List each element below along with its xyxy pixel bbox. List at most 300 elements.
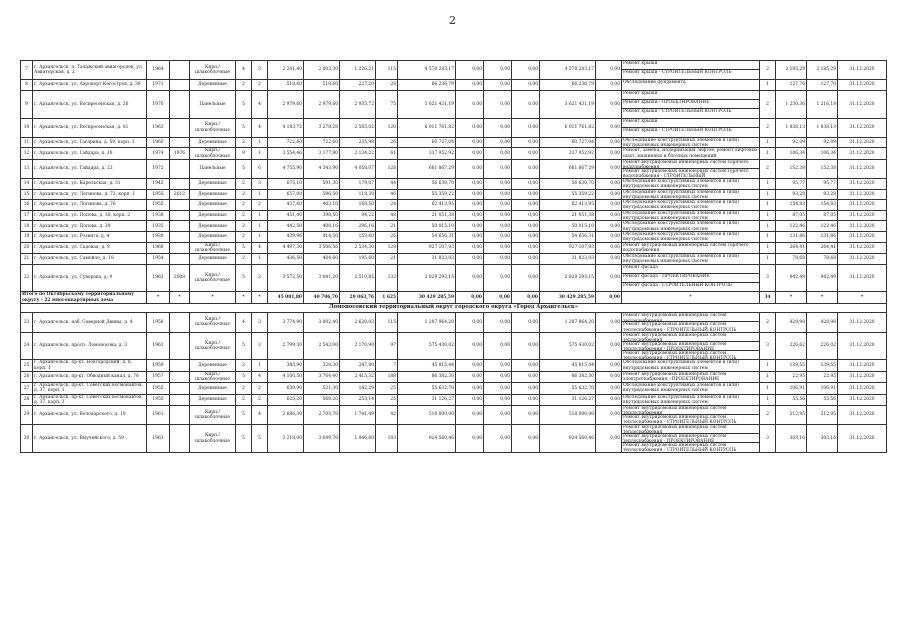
cell-s3: 153,60 [340, 231, 376, 242]
cell-c2: 0,00 [484, 148, 512, 159]
cell-fl: 4 [236, 61, 252, 80]
cell-c1: 0,00 [456, 360, 484, 371]
cell-address: г. Архангельск, ул. Попова, д. 39 [33, 221, 147, 232]
cell-mat: Деревянные [190, 231, 236, 242]
cell-s3: 247,80 [340, 360, 376, 371]
cell-c2: 0,00 [484, 80, 512, 91]
cell-c5: 0,00 [596, 313, 622, 332]
table-row [21, 80, 887, 91]
cell-k: 3 [760, 332, 776, 360]
cell-pers: 61 [376, 148, 398, 159]
table-row [21, 332, 887, 360]
cell-c1: 0,00 [456, 159, 484, 178]
cell-pers: 46 [376, 189, 398, 200]
table-body-october [21, 61, 887, 292]
cell-c1: 0,00 [456, 221, 484, 232]
cell-c4: 60 727,04 [540, 137, 596, 148]
cell-s3: 118,30 [340, 189, 376, 200]
cell-v2: 122,46 [807, 221, 838, 232]
cell-c2: 0,00 [484, 61, 512, 80]
cell-fl: 5 [236, 242, 252, 253]
cell-k: 1 [760, 148, 776, 159]
cell-k: 1 [760, 371, 776, 382]
cell-c1: 0,00 [456, 210, 484, 221]
cell-c5: 0,00 [596, 394, 622, 405]
cell-mat: Кирп./шлакоблочные [190, 61, 236, 80]
cell-s3: 2 534,30 [340, 242, 376, 253]
cell-address: г. Архангельск, ул. Выучейского, д. 59 [33, 425, 147, 453]
cell-fl: 2 [236, 178, 252, 189]
cell-v1: 226,62 [776, 332, 807, 360]
cell-pers: 129 [376, 242, 398, 253]
cell-s2: 596,50 [304, 189, 340, 200]
cell-y2 [170, 118, 190, 137]
table-row [21, 221, 887, 232]
cell-c1: 0,00 [456, 200, 484, 211]
cell-cost: 1 287 964,20 [398, 313, 456, 332]
cell-n: 26 [21, 371, 33, 382]
cell-pers: 48 [376, 210, 398, 221]
cell-works [622, 242, 760, 253]
cell-y1: 1957 [147, 371, 170, 382]
cell-k: 3 [760, 425, 776, 453]
cell-c4: 31 823,03 [540, 253, 596, 264]
cell-c1: 0,00 [456, 425, 484, 453]
cell-k: 2 [760, 90, 776, 118]
cell-v2: 2 185,29 [807, 61, 838, 80]
cell-v1: 87,05 [776, 210, 807, 221]
cell-n: 30 [21, 425, 33, 453]
cell-s2: 398,50 [304, 210, 340, 221]
cell-n: 7 [21, 61, 33, 80]
cell-address: г. Архангельск, ул. Воскресенская, д. 81 [33, 118, 147, 137]
cell-s1: 436,50 [268, 253, 304, 264]
cell-c5: 0,00 [596, 253, 622, 264]
repair-register-table [20, 60, 887, 453]
cell-v2: 1 838,13 [807, 118, 838, 137]
work-item: Ремонт внутридомовых инженерных систем горячего водоснабжения - СТРОИТЕЛЬНЫЙ [622, 168, 759, 177]
cell-s3: 142,29 [340, 383, 376, 394]
cell-address: г. Архангельск, ул. Суворова, д. 9 [33, 264, 147, 292]
cell-c3: 0,00 [512, 383, 540, 394]
cell-fl: 5 [236, 264, 252, 292]
cell-y2 [170, 360, 190, 371]
cell-fl: 5 [236, 332, 252, 360]
cell-fl: 2 [236, 200, 252, 211]
cell-c5: 0,00 [596, 264, 622, 292]
cell-s2: 591,30 [304, 178, 340, 189]
cell-s1: 2 686,30 [268, 405, 304, 424]
cell-s3: 2 170,90 [340, 332, 376, 360]
cell-c4: 927 107,93 [540, 242, 596, 253]
cell-k: 1 [760, 178, 776, 189]
cell-s1: 625,20 [268, 394, 304, 405]
cell-s1: 3 218,00 [268, 425, 304, 453]
table-row [21, 118, 887, 137]
work-item: Обследование конструктивных элементов и (или) внутридомовых инженерных систем [623, 200, 739, 211]
work-item: Ремонт внутридомовых инженерных систем теплоснабжения [623, 405, 727, 417]
cell-y1: 1955 [147, 383, 170, 394]
work-item: Ремонт внутридомовых инженерных систем теплоснабжения [623, 332, 727, 343]
cell-n: 25 [21, 360, 33, 371]
cell-en: 1 [252, 189, 268, 200]
cell-c5: 0,00 [596, 231, 622, 242]
cell-s2: 3 764,40 [304, 371, 340, 382]
cell-en: 4 [252, 242, 268, 253]
cell-c3: 0,00 [512, 221, 540, 232]
cell-address: г. Архангельск, пр-кт. Обводный канал, д. 76 [33, 371, 147, 382]
cell-c4: 510 000,00 [540, 405, 596, 424]
cell-c2: 0,00 [484, 221, 512, 232]
cell-k: 1 [760, 137, 776, 148]
cell-v1: 212,95 [776, 405, 807, 424]
cell-c4: 54 656,31 [540, 231, 596, 242]
cell-s2: 3 278,28 [304, 118, 340, 137]
cell-c1: 0,00 [456, 80, 484, 91]
table-body-lomonosov [21, 313, 887, 453]
cell-works [622, 360, 760, 371]
cell-s1: 2 799,30 [268, 332, 304, 360]
cell-date: 31.12.2020 [838, 80, 887, 91]
cell-s1: 4 497,30 [268, 242, 304, 253]
cell-n: 8 [21, 80, 33, 91]
cell-c1: 0,00 [456, 371, 484, 382]
cell-date: 31.12.2020 [838, 332, 887, 360]
cell-en: 2 [252, 200, 268, 211]
cell-k: 1 [760, 383, 776, 394]
cell-v1: 131,86 [776, 231, 807, 242]
cell-s3: 2 620,03 [340, 313, 376, 332]
table-row [21, 61, 887, 80]
work-item: Обследование конструктивных элементов и (или) внутридомовых инженерных систем [623, 394, 739, 405]
cell-c2: 0,00 [484, 118, 512, 137]
cell-n: 12 [21, 148, 33, 159]
table-row [21, 383, 887, 394]
cell-pers: 44 [376, 178, 398, 189]
cell-pers: 183 [376, 425, 398, 453]
work-item: Ремонт, замена, модернизация лифтов, ремонт лифтовых шахт, машинных и блочных помещений [623, 148, 758, 159]
cell-y1: 1961 [147, 405, 170, 424]
cell-date: 31.12.2020 [838, 210, 887, 221]
cell-en: 6 [252, 159, 268, 178]
cell-works [622, 178, 760, 189]
cell-c3: 0,00 [512, 360, 540, 371]
total-row: Итого по Октябрьскому территориальному округу - 22 многоквартирных дома * * * * * 45 081,80 40 706,70 29 063,76 1 625 30 429 285,59 0,00 0,00 0,00 30 429 285,59 0,00 * 34 * * * [21, 292, 887, 303]
cell-y1: 1964 [147, 61, 170, 80]
cell-s1: 4 100,50 [268, 371, 304, 382]
cell-s2: 2 543,00 [304, 332, 340, 360]
cell-c5: 0,00 [596, 221, 622, 232]
cell-mat: Деревянные [190, 189, 236, 200]
cell-cost: 56 630,70 [398, 178, 456, 189]
cell-y1: 1971 [147, 80, 170, 91]
cell-s3: 168,50 [340, 200, 376, 211]
cell-date: 31.12.2020 [838, 118, 887, 137]
cell-cost: 924 560,46 [398, 425, 456, 453]
cell-c1: 0,00 [456, 90, 484, 118]
cell-pers: 26 [376, 231, 398, 242]
cell-c4: 3 621 431,19 [540, 90, 596, 118]
cell-v2: 106,91 [807, 383, 838, 394]
cell-s1: 442,50 [268, 221, 304, 232]
cell-c3: 0,00 [512, 189, 540, 200]
cell-c5: 0,00 [596, 178, 622, 189]
cell-c1: 0,00 [456, 405, 484, 424]
work-item: Ремонт внутридомовых инженерных систем теплоснабжения - ПРОЕКТИРОВАНИЕ [622, 341, 759, 350]
cell-c5: 0,00 [596, 332, 622, 360]
cell-date: 31.12.2020 [838, 200, 887, 211]
cell-c4: 4 570 283,17 [540, 61, 596, 80]
cell-works [622, 200, 760, 211]
cell-c5: 0,00 [596, 61, 622, 80]
cell-c2: 0,00 [484, 360, 512, 371]
cell-y2 [170, 383, 190, 394]
cell-s3: 2 935,72 [340, 90, 376, 118]
work-item: Ремонт внутридомовых инженерных систем электроснабжения - ПРОЕКТИРОВАНИЕ [623, 371, 727, 382]
cell-c4: 86 382,30 [540, 371, 596, 382]
cell-k: 2 [760, 118, 776, 137]
cell-s1: 657,00 [268, 189, 304, 200]
cell-works [622, 118, 760, 137]
cell-pers: 120 [376, 118, 398, 137]
cell-mat: Деревянные [190, 221, 236, 232]
cell-date: 31.12.2020 [838, 425, 887, 453]
cell-y1: 1955 [147, 189, 170, 200]
cell-v1: 303,16 [776, 425, 807, 453]
cell-cost: 510 000,00 [398, 405, 456, 424]
cell-s1: 439,96 [268, 231, 304, 242]
cell-c2: 0,00 [484, 159, 512, 178]
cell-y2: 2012 [170, 189, 190, 200]
cell-cost: 54 656,31 [398, 231, 456, 242]
cell-works [622, 148, 760, 159]
cell-k: 3 [760, 264, 776, 292]
cell-s3: 4 058,07 [340, 159, 376, 178]
cell-address: г. Архангельск, ул. Попова, д. 38, корп. 2 [33, 210, 147, 221]
cell-en: 4 [252, 90, 268, 118]
cell-v2: 942,49 [807, 264, 838, 292]
cell-c3: 0,00 [512, 313, 540, 332]
cell-k: 1 [760, 189, 776, 200]
cell-en: 3 [252, 178, 268, 189]
cell-en: 1 [252, 253, 268, 264]
cell-c2: 0,00 [484, 332, 512, 360]
cell-fl: 2 [236, 221, 252, 232]
cell-mat: Деревянные [190, 200, 236, 211]
cell-s2: 560,20 [304, 394, 340, 405]
cell-s2: 2 979,60 [304, 90, 340, 118]
cell-works [622, 394, 760, 405]
cell-en: 4 [252, 371, 268, 382]
cell-s1: 345,90 [268, 360, 304, 371]
cell-cost: 60 727,04 [398, 137, 456, 148]
cell-y2 [170, 137, 190, 148]
cell-en: 1 [252, 148, 268, 159]
cell-v1: 127,76 [776, 80, 807, 91]
cell-y2 [170, 221, 190, 232]
cell-y1: 1939 [147, 231, 170, 242]
cell-c3: 0,00 [512, 200, 540, 211]
cell-date: 31.12.2020 [838, 189, 887, 200]
cell-fl: 2 [236, 394, 252, 405]
cell-address: г. Архангельск, ул. Садовая, д. 9 [33, 242, 147, 253]
cell-c2: 0,00 [484, 231, 512, 242]
cell-v1: 942,49 [776, 264, 807, 292]
cell-n: 20 [21, 242, 33, 253]
cell-pers: 7 [376, 360, 398, 371]
cell-mat: Деревянные [190, 210, 236, 221]
cell-mat: Деревянные [190, 394, 236, 405]
cell-s2: 3 506,56 [304, 242, 340, 253]
cell-n: 14 [21, 178, 33, 189]
cell-v1: 106,34 [776, 148, 807, 159]
cell-c3: 0,00 [512, 371, 540, 382]
cell-cost: 62 413,95 [398, 200, 456, 211]
cell-c1: 0,00 [456, 383, 484, 394]
cell-s2: 404,60 [304, 253, 340, 264]
cell-k: 2 [760, 159, 776, 178]
cell-works [622, 405, 760, 424]
cell-c3: 0,00 [512, 148, 540, 159]
cell-y1: 1955 [147, 200, 170, 211]
work-item: Ремонт внутридомовых инженерных систем горячего водоснабжения [623, 242, 749, 253]
cell-n: 11 [21, 137, 33, 148]
cell-c2: 0,00 [484, 137, 512, 148]
cell-y2 [170, 159, 190, 178]
cell-s3: 2 510,85 [340, 264, 376, 292]
cell-c2: 0,00 [484, 425, 512, 453]
work-item: Ремонт крыши - СТРОИТЕЛЬНЫЙ КОНТРОЛЬ [622, 69, 759, 78]
cell-c4: 21 051,38 [540, 210, 596, 221]
cell-v2: 127,70 [807, 80, 838, 91]
cell-c2: 0,00 [484, 313, 512, 332]
cell-c3: 0,00 [512, 231, 540, 242]
cell-y1: 1970 [147, 90, 170, 118]
work-item: Ремонт крыши [623, 90, 658, 96]
cell-address: г. Архангельск, пр-кт. Советских космонавтов, д. 37, корп. 1 [33, 383, 147, 394]
cell-fl: 2 [236, 253, 252, 264]
cell-v1: 78,68 [776, 253, 807, 264]
work-item: Ремонт крыши [623, 61, 658, 66]
cell-cost: 3 621 431,19 [398, 90, 456, 118]
cell-pers: 188 [376, 371, 398, 382]
cell-fl: 5 [236, 405, 252, 424]
cell-k: 1 [760, 242, 776, 253]
cell-pers: 24 [376, 200, 398, 211]
cell-v2: 428,98 [807, 313, 838, 332]
cell-k: 1 [760, 360, 776, 371]
cell-date: 31.12.2020 [838, 178, 887, 189]
total-label: Итого по Октябрьскому территориальному округу - 22 многоквартирных дома [21, 292, 147, 303]
work-item: Обследование конструктивных элементов и (или) внутридомовых инженерных систем [623, 253, 739, 265]
work-item: Ремонт внутридомовых инженерных систем горячего водоснабжения [623, 159, 749, 170]
cell-pers: 21 [376, 253, 398, 264]
cell-date: 31.12.2020 [838, 383, 887, 394]
cell-cost: 927 107,93 [398, 242, 456, 253]
cell-cost: 661 867,29 [398, 159, 456, 178]
cell-c2: 0,00 [484, 242, 512, 253]
cell-s2: 328,30 [304, 360, 340, 371]
cell-address: г. Архангельск, ул. Гагарина, д. 59, корп. 1 [33, 137, 147, 148]
cell-c3: 0,00 [512, 253, 540, 264]
cell-c4: 2 829 293,15 [540, 264, 596, 292]
table-row [21, 371, 887, 382]
cell-date: 31.12.2020 [838, 90, 887, 118]
cell-n: 23 [21, 313, 33, 332]
cell-en: 3 [252, 61, 268, 80]
cell-cost: 45 815,44 [398, 360, 456, 371]
cell-works [622, 425, 760, 453]
section-header-row [21, 303, 887, 313]
cell-date: 31.12.2020 [838, 405, 887, 424]
cell-address: г. Архангельск, ул. Гайдара, д. 23 [33, 159, 147, 178]
cell-y2 [170, 405, 190, 424]
cell-en: 1 [252, 137, 268, 148]
cell-v1: 2 185,29 [776, 61, 807, 80]
table-row [21, 253, 887, 264]
cell-s1: 4 755,90 [268, 159, 304, 178]
cell-s3: 94,22 [340, 210, 376, 221]
cell-y2: 1976 [170, 148, 190, 159]
cell-c5: 0,00 [596, 425, 622, 453]
cell-k: 1 [760, 231, 776, 242]
cell-mat: Кирп./шлакоблочные [190, 313, 236, 332]
cell-c5: 0,00 [596, 137, 622, 148]
cell-n: 18 [21, 221, 33, 232]
cell-y2 [170, 61, 190, 80]
cell-c1: 0,00 [456, 137, 484, 148]
cell-s1: 437,60 [268, 200, 304, 211]
cell-s1: 2 979,60 [268, 90, 304, 118]
cell-c5: 0,00 [596, 90, 622, 118]
cell-works [622, 371, 760, 382]
cell-y1: 1942 [147, 178, 170, 189]
cell-s1: 675,10 [268, 178, 304, 189]
cell-address: г. Архангельск, ул. Розинга, д. 4 [33, 231, 147, 242]
cell-address: г. Архангельск, наб. Северной Двины, д. 4 [33, 313, 147, 332]
cell-y1: 1955 [147, 394, 170, 405]
cell-s3: 296,16 [340, 221, 376, 232]
cell-v2: 1 216,18 [807, 90, 838, 118]
cell-k: 1 [760, 210, 776, 221]
table-row [21, 189, 887, 200]
cell-cost: 337 952,92 [398, 148, 456, 159]
cell-fl: 2 [236, 137, 252, 148]
cell-s2: 414,50 [304, 231, 340, 242]
cell-v1: 122,46 [776, 221, 807, 232]
cell-c2: 0,00 [484, 371, 512, 382]
cell-s2: 408,16 [304, 221, 340, 232]
cell-mat: Кирп./шлакоблочные [190, 405, 236, 424]
cell-en: 2 [252, 383, 268, 394]
cell-date: 31.12.2020 [838, 61, 887, 80]
cell-c3: 0,00 [512, 118, 540, 137]
cell-v1: 106,91 [776, 383, 807, 394]
cell-c4: 924 560,46 [540, 425, 596, 453]
work-item: Ремонт фасада [623, 264, 658, 270]
cell-works [622, 61, 760, 80]
cell-n: 22 [21, 264, 33, 292]
table-row [21, 137, 887, 148]
cell-pers: 42 [376, 405, 398, 424]
cell-address: г. Архангельск, ул. Логинова, д. 72, корп. 1 [33, 189, 147, 200]
cell-v2: 93,28 [807, 189, 838, 200]
cell-k: 2 [760, 313, 776, 332]
cell-c1: 0,00 [456, 332, 484, 360]
work-item: Обследование конструктивных элементов и (или) внутридомовых инженерных систем [623, 178, 739, 190]
cell-en: 1 [252, 360, 268, 371]
cell-en: 4 [252, 405, 268, 424]
